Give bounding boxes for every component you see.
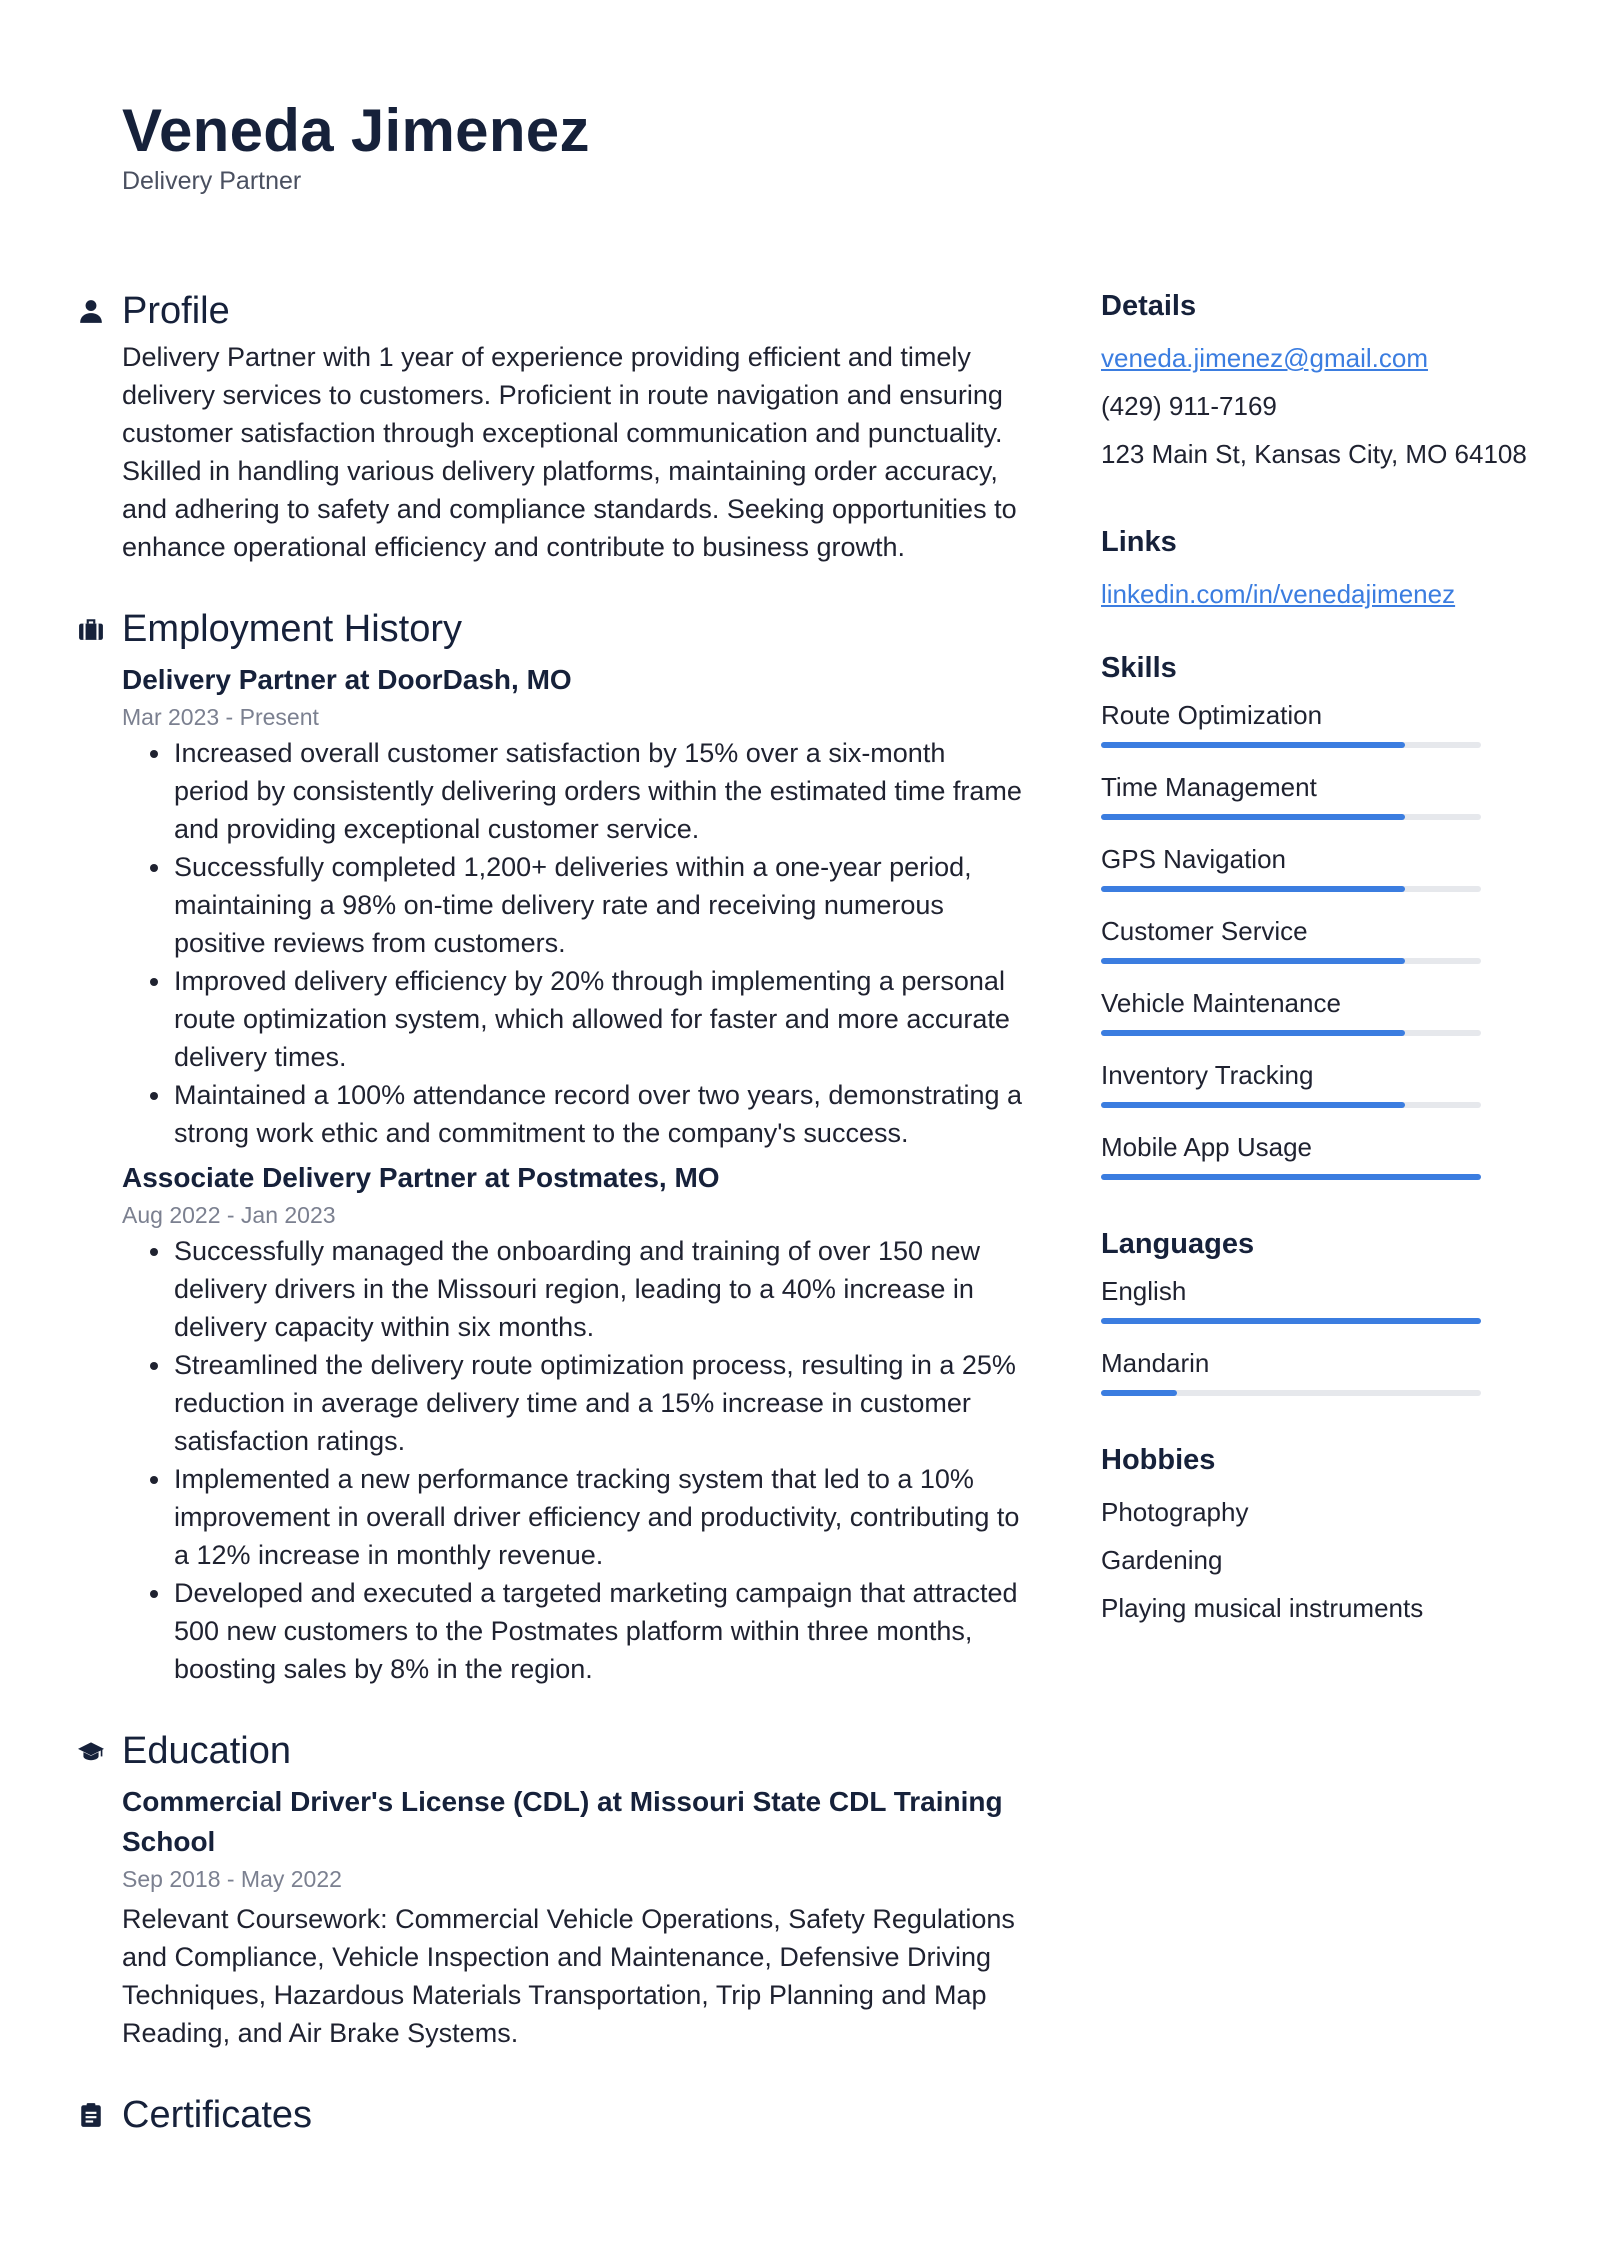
links-block	[1101, 522, 1561, 618]
job-entry	[122, 660, 1022, 1152]
skill-label: Mobile App Usage	[1101, 1132, 1313, 1162]
hobbies-block	[1101, 1440, 1561, 1632]
level-bar	[1101, 1174, 1481, 1180]
certificates-section	[78, 2090, 1018, 2140]
job-title: Associate Delivery Partner at Postmates, MO	[122, 1162, 720, 1193]
profile-heading	[78, 286, 1018, 336]
languages-list	[1101, 1272, 1561, 1396]
clipboard-icon	[78, 2102, 104, 2128]
language-item	[1101, 1344, 1561, 1396]
hobby-item: Playing musical instruments	[1101, 1593, 1424, 1623]
level-bar	[1101, 742, 1481, 748]
profile-section	[78, 286, 1018, 566]
level-bar-fill	[1101, 886, 1405, 892]
employment-section	[78, 604, 1022, 1688]
level-bar	[1101, 1030, 1481, 1036]
job-bullet: Successfully managed the onboarding and training of over 150 new delivery drivers in the Missouri region, leading to a 40% increase in delivery capacity within six months.	[174, 1232, 1022, 1346]
job-bullet: Maintained a 100% attendance record over two years, demonstrating a strong work ethic and commitment to the company's success.	[174, 1076, 1022, 1152]
person-icon	[78, 298, 104, 324]
language-label: English	[1101, 1276, 1187, 1306]
candidate-title: Delivery Partner	[122, 167, 302, 195]
job-bullet: Implemented a new performance tracking system that led to a 10% improvement in overall driver efficiency and productivity, contributing to a 12% increase in monthly revenue.	[174, 1460, 1022, 1574]
section-title: Education	[122, 1729, 292, 1772]
skill-item	[1101, 696, 1561, 748]
details-block	[1101, 286, 1561, 478]
level-bar-fill	[1101, 1318, 1481, 1324]
skill-item	[1101, 840, 1561, 892]
section-title: Certificates	[122, 2093, 313, 2136]
level-bar-fill	[1101, 742, 1405, 748]
job-bullet: Increased overall customer satisfaction by 15% over a six-month period by consistently delivering orders within the estimated time frame and providing exceptional customer service.	[174, 734, 1022, 848]
main-column	[78, 286, 1022, 2178]
level-bar-fill	[1101, 1174, 1481, 1180]
education-title: Commercial Driver's License (CDL) at Missouri State CDL Training School	[122, 1786, 1003, 1857]
skill-label: Time Management	[1101, 772, 1317, 802]
employment-heading	[78, 604, 1018, 654]
hobbies-heading: Hobbies	[1101, 1444, 1216, 1476]
section-title: Profile	[122, 289, 230, 332]
skill-label: Vehicle Maintenance	[1101, 988, 1341, 1018]
education-heading	[78, 1726, 1018, 1776]
level-bar	[1101, 886, 1481, 892]
level-bar-fill	[1101, 958, 1405, 964]
level-bar-fill	[1101, 1030, 1405, 1036]
job-bullet: Successfully completed 1,200+ deliveries within a one-year period, maintaining a 98% on-time delivery rate and receiving numerous positive reviews from customers.	[174, 848, 1022, 962]
level-bar-fill	[1101, 1390, 1177, 1396]
job-list	[78, 660, 1022, 1688]
candidate-name: Veneda Jimenez	[122, 97, 590, 164]
sidebar-column	[1101, 286, 1561, 1676]
level-bar	[1101, 958, 1481, 964]
section-title: Employment History	[122, 607, 462, 650]
skills-list	[1101, 696, 1561, 1180]
job-bullet: Developed and executed a targeted marketing campaign that attracted 500 new customers to the Postmates platform within three months, boosting sales by 8% in the region.	[174, 1574, 1022, 1688]
details-heading: Details	[1101, 290, 1197, 322]
linkedin-link[interactable]: linkedin.com/in/venedajimenez	[1101, 579, 1456, 609]
skill-label: Inventory Tracking	[1101, 1060, 1314, 1090]
address: 123 Main St, Kansas City, MO 64108	[1101, 439, 1527, 469]
skill-label: GPS Navigation	[1101, 844, 1286, 874]
education-description: Relevant Coursework: Commercial Vehicle Operations, Safety Regulations and Compliance, Vehicle Inspection and Maintenance, Defensive Driving Techniques, Hazardous Materials Transportation, Trip Planning and Map Reading, and Air Brake Systems.	[122, 1904, 1015, 2048]
level-bar-fill	[1101, 1102, 1405, 1108]
skill-label: Customer Service	[1101, 916, 1308, 946]
skill-item	[1101, 984, 1561, 1036]
languages-heading: Languages	[1101, 1228, 1255, 1260]
graduation-cap-icon	[78, 1738, 104, 1764]
skill-item	[1101, 912, 1561, 964]
level-bar	[1101, 1318, 1481, 1324]
skill-item	[1101, 1128, 1561, 1180]
languages-block	[1101, 1224, 1561, 1396]
language-item	[1101, 1272, 1561, 1324]
job-bullet: Improved delivery efficiency by 20% through implementing a personal route optimization system, which allowed for faster and more accurate delivery times.	[174, 962, 1022, 1076]
level-bar	[1101, 1390, 1481, 1396]
skills-block	[1101, 648, 1561, 1180]
language-label: Mandarin	[1101, 1348, 1210, 1378]
level-bar-fill	[1101, 814, 1405, 820]
profile-summary: Delivery Partner with 1 year of experience providing efficient and timely delivery services to customers. Proficient in route navigation and ensuring customer satisfaction through exceptional communication and punctuality. Skilled in handling various delivery platforms, maintaining order accuracy, and adhering to safety and compliance standards. Seeking opportunities to enhance operational efficiency and contribute to business growth.	[122, 342, 1017, 562]
skill-label: Route Optimization	[1101, 700, 1323, 730]
skill-item	[1101, 768, 1561, 820]
certificates-heading	[78, 2090, 1018, 2140]
level-bar	[1101, 814, 1481, 820]
hobby-item: Photography	[1101, 1497, 1249, 1527]
links-heading: Links	[1101, 526, 1177, 558]
job-title: Delivery Partner at DoorDash, MO	[122, 664, 572, 695]
job-bullet: Streamlined the delivery route optimization process, resulting in a 25% reduction in average delivery time and a 15% increase in customer satisfaction ratings.	[174, 1346, 1022, 1460]
resume-header	[122, 96, 590, 196]
level-bar	[1101, 1102, 1481, 1108]
education-section	[78, 1726, 1018, 2052]
education-date: Sep 2018 - May 2022	[122, 1866, 342, 1892]
job-date: Aug 2022 - Jan 2023	[122, 1202, 336, 1228]
job-entry	[122, 1158, 1018, 1688]
job-bullets	[122, 734, 1022, 1152]
hobby-item: Gardening	[1101, 1545, 1223, 1575]
skills-heading: Skills	[1101, 652, 1177, 684]
phone-number: (429) 911-7169	[1101, 391, 1277, 421]
briefcase-icon	[78, 616, 104, 642]
hobbies-list	[1101, 1488, 1561, 1632]
skill-item	[1101, 1056, 1561, 1108]
job-date: Mar 2023 - Present	[122, 704, 319, 730]
job-bullets	[122, 1232, 1018, 1688]
email-link[interactable]: veneda.jimenez@gmail.com	[1101, 343, 1428, 373]
